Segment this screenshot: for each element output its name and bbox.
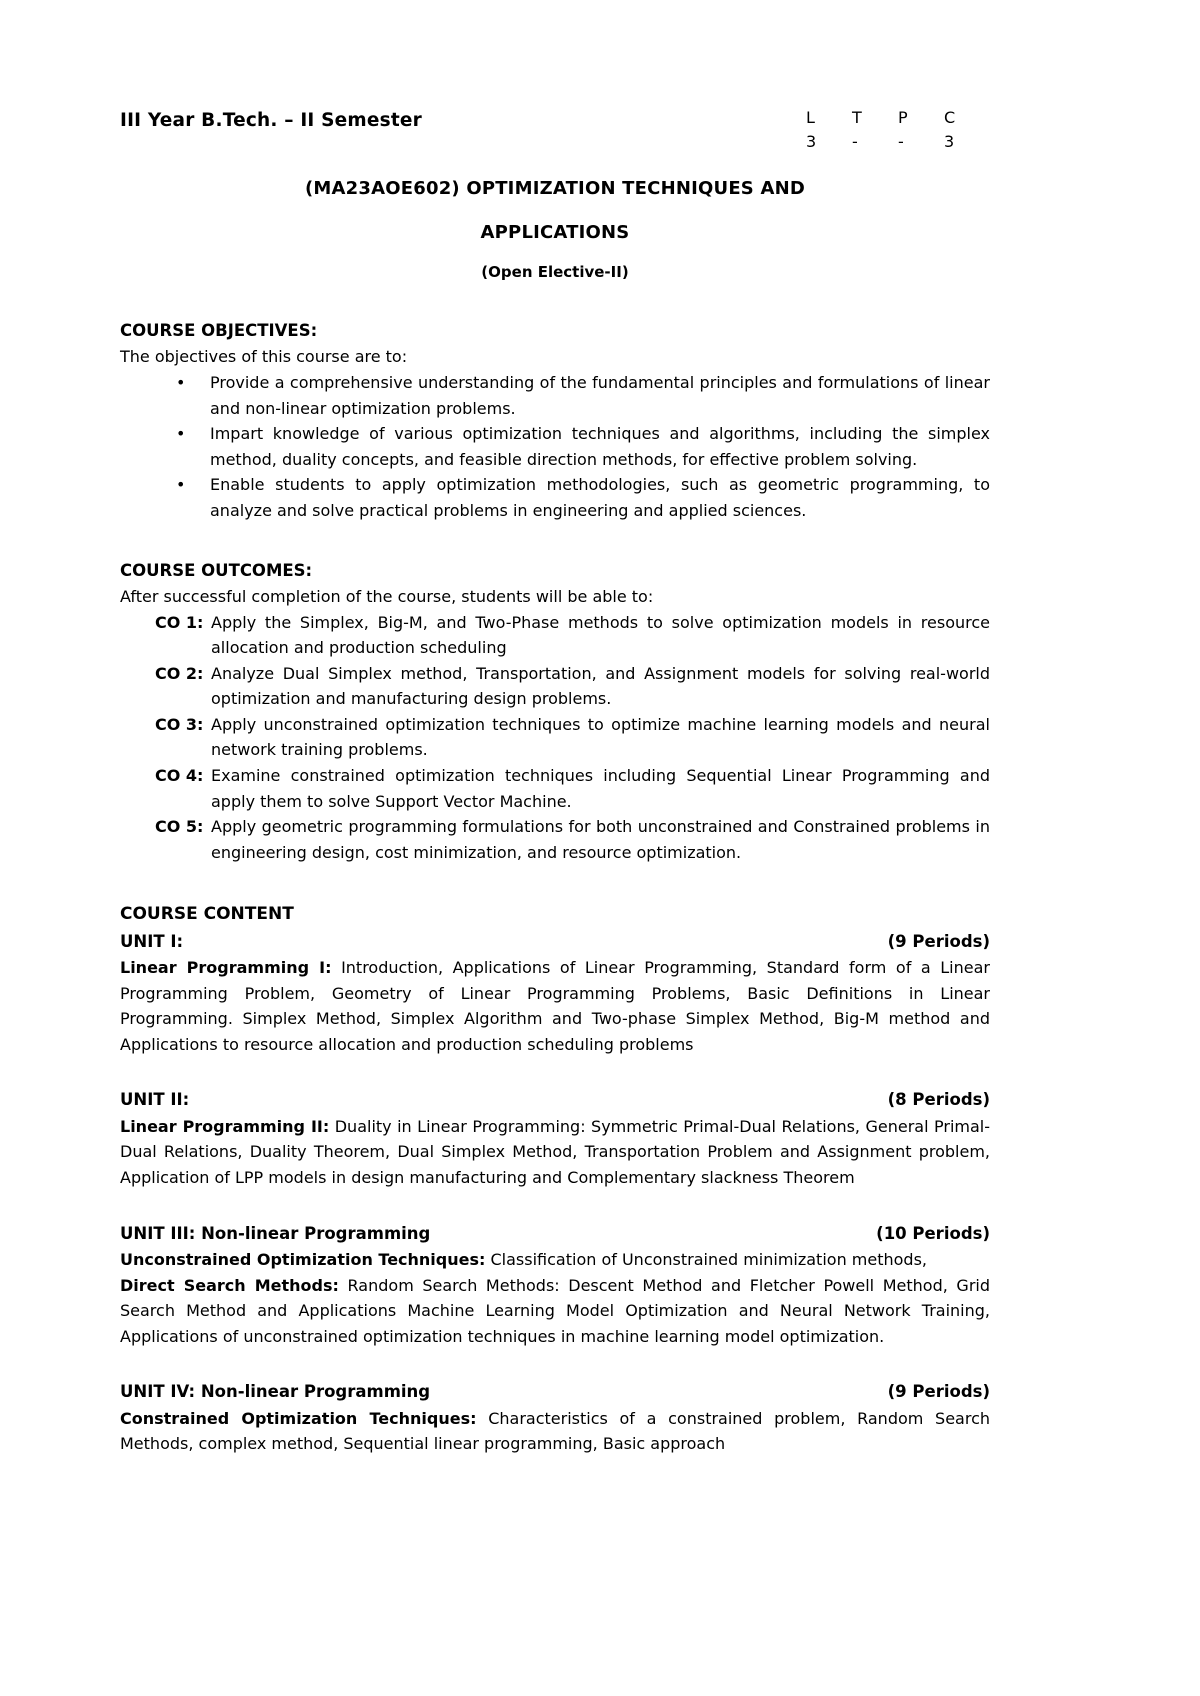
unit-paragraph (120, 1406, 990, 1457)
course-outcomes-section (120, 558, 990, 866)
unit-paragraph (120, 1273, 990, 1350)
course-objectives-section (120, 318, 990, 524)
unit-periods: (9 Periods) (887, 1382, 990, 1402)
outcome-item (155, 712, 990, 763)
outcome-text: Apply the Simplex, Big-M, and Two-Phase methods to solve optimization models in resource allocation and production scheduling (211, 612, 990, 658)
outcomes-heading: COURSE OUTCOMES: (120, 560, 313, 580)
unit-title: UNIT IV: Non-linear Programming (120, 1382, 431, 1402)
unit-paragraph-text: Duality in Linear Programming: Symmetric Primal-Dual Relations, General Primal-Dual Relations, Duality Theorem, Dual Simplex Method, Transportation Problem and Assignment problem, Application of LPP models in design manufacturing and Complementary slackness Theorem (120, 1116, 991, 1187)
objective-item: • Impart knowledge of various optimization techniques and algorithms, including the simplex method, duality concepts, and feasible direction methods, for effective problem solving. (210, 421, 990, 472)
outcome-item (155, 763, 990, 814)
ltpc-label-l: L (806, 108, 815, 127)
objective-item: • Enable students to apply optimization methodologies, such as geometric programming, to analyze and solve practical problems in engineering and applied sciences. (210, 472, 990, 523)
unit-header (120, 929, 990, 955)
ltpc-value-l: 3 (806, 132, 817, 152)
unit-title: UNIT III: Non-linear Programming (120, 1223, 431, 1243)
ltpc-label-c: C (944, 108, 956, 127)
unit-3 (120, 1221, 990, 1350)
course-content-section (120, 901, 990, 1456)
course-title-line2: APPLICATIONS (480, 222, 630, 244)
outcome-item (155, 661, 990, 712)
outcome-label: CO 1: (155, 612, 204, 632)
semester-title: III Year B.Tech. – II Semester (120, 110, 422, 131)
course-title-line1: (MA23AOE602) OPTIMIZATION TECHNIQUES AND (305, 178, 805, 200)
unit-paragraph-text: Characteristics of a constrained problem, Random Search Methods, complex method, Sequential linear programming, Basic approach (120, 1408, 991, 1454)
unit-paragraph-lead: Constrained Optimization Techniques: (120, 1408, 477, 1428)
unit-4 (120, 1379, 990, 1457)
outcomes-intro: After successful completion of the course, students will be able to: (120, 586, 654, 606)
unit-periods: (9 Periods) (887, 931, 990, 951)
unit-paragraph-lead: Linear Programming II: (120, 1116, 330, 1136)
ltpc-value-c: 3 (944, 132, 955, 152)
outcome-item (155, 610, 990, 661)
unit-2 (120, 1087, 990, 1190)
unit-header (120, 1379, 990, 1405)
unit-header (120, 1221, 990, 1247)
unit-paragraph-text: Classification of Unconstrained minimization methods, (490, 1249, 927, 1269)
objectives-heading: COURSE OBJECTIVES: (120, 320, 318, 340)
outcome-text: Examine constrained optimization techniques including Sequential Linear Programming and apply them to solve Support Vector Machine. (211, 766, 990, 811)
objective-item: • Provide a comprehensive understanding of the fundamental principles and formulations of linear and non-linear optimization problems. (210, 370, 990, 421)
ltpc-value-t: - (852, 132, 858, 152)
unit-1 (120, 929, 990, 1058)
unit-paragraph-lead: Linear Programming I: (120, 958, 332, 978)
outcome-text: Apply geometric programming formulations for both unconstrained and Constrained problems in engineering design, cost minimization, and resource optimization. (211, 817, 990, 862)
unit-paragraph (120, 955, 990, 1057)
outcome-label: CO 4: (155, 766, 204, 786)
unit-title: UNIT II: (120, 1090, 190, 1110)
unit-header (120, 1087, 990, 1113)
ltpc-table (806, 108, 990, 151)
unit-paragraph (120, 1247, 990, 1273)
outcome-text: Apply unconstrained optimization techniques to optimize machine learning models and neural network training problems. (211, 714, 990, 760)
unit-paragraph-text: Random Search Methods: Descent Method and Fletcher Powell Method, Grid Search Method and Applications Machine Learning Model Optimization and Neural Network Training, Applications of unconstrained optimization techniques in machine learning model optimization. (120, 1275, 990, 1346)
unit-paragraph-lead: Unconstrained Optimization Techniques: (120, 1249, 486, 1269)
content-heading: COURSE CONTENT (120, 904, 294, 925)
outcome-label: CO 3: (155, 714, 204, 734)
unit-title: UNIT I: (120, 931, 184, 951)
unit-paragraph-text: Introduction, Applications of Linear Programming, Standard form of a Linear Programming Problem, Geometry of Linear Programming Problems, Basic Definitions in Linear Programming. Simplex Method, Simplex Algorithm and Two-phase Simplex Method, Big-M method and Applications to resource allocation and production scheduling problems (120, 958, 990, 1054)
outcome-item (155, 814, 990, 865)
outcome-label: CO 2: (155, 663, 204, 683)
elective-subtitle: (Open Elective-II) (481, 262, 629, 281)
ltpc-label-p: P (898, 108, 908, 127)
unit-periods: (8 Periods) (887, 1090, 990, 1110)
document-header (120, 106, 990, 151)
objectives-intro: The objectives of this course are to: (120, 347, 408, 367)
course-title-block (120, 175, 990, 284)
outcome-label: CO 5: (155, 817, 204, 837)
unit-periods: (10 Periods) (876, 1223, 990, 1243)
outcome-text: Analyze Dual Simplex method, Transportation, and Assignment models for solving real-world optimization and manufacturing design problems. (211, 663, 990, 709)
unit-paragraph (120, 1114, 990, 1191)
ltpc-value-p: - (898, 132, 904, 152)
unit-paragraph-lead: Direct Search Methods: (120, 1275, 339, 1295)
ltpc-label-t: T (852, 108, 862, 127)
